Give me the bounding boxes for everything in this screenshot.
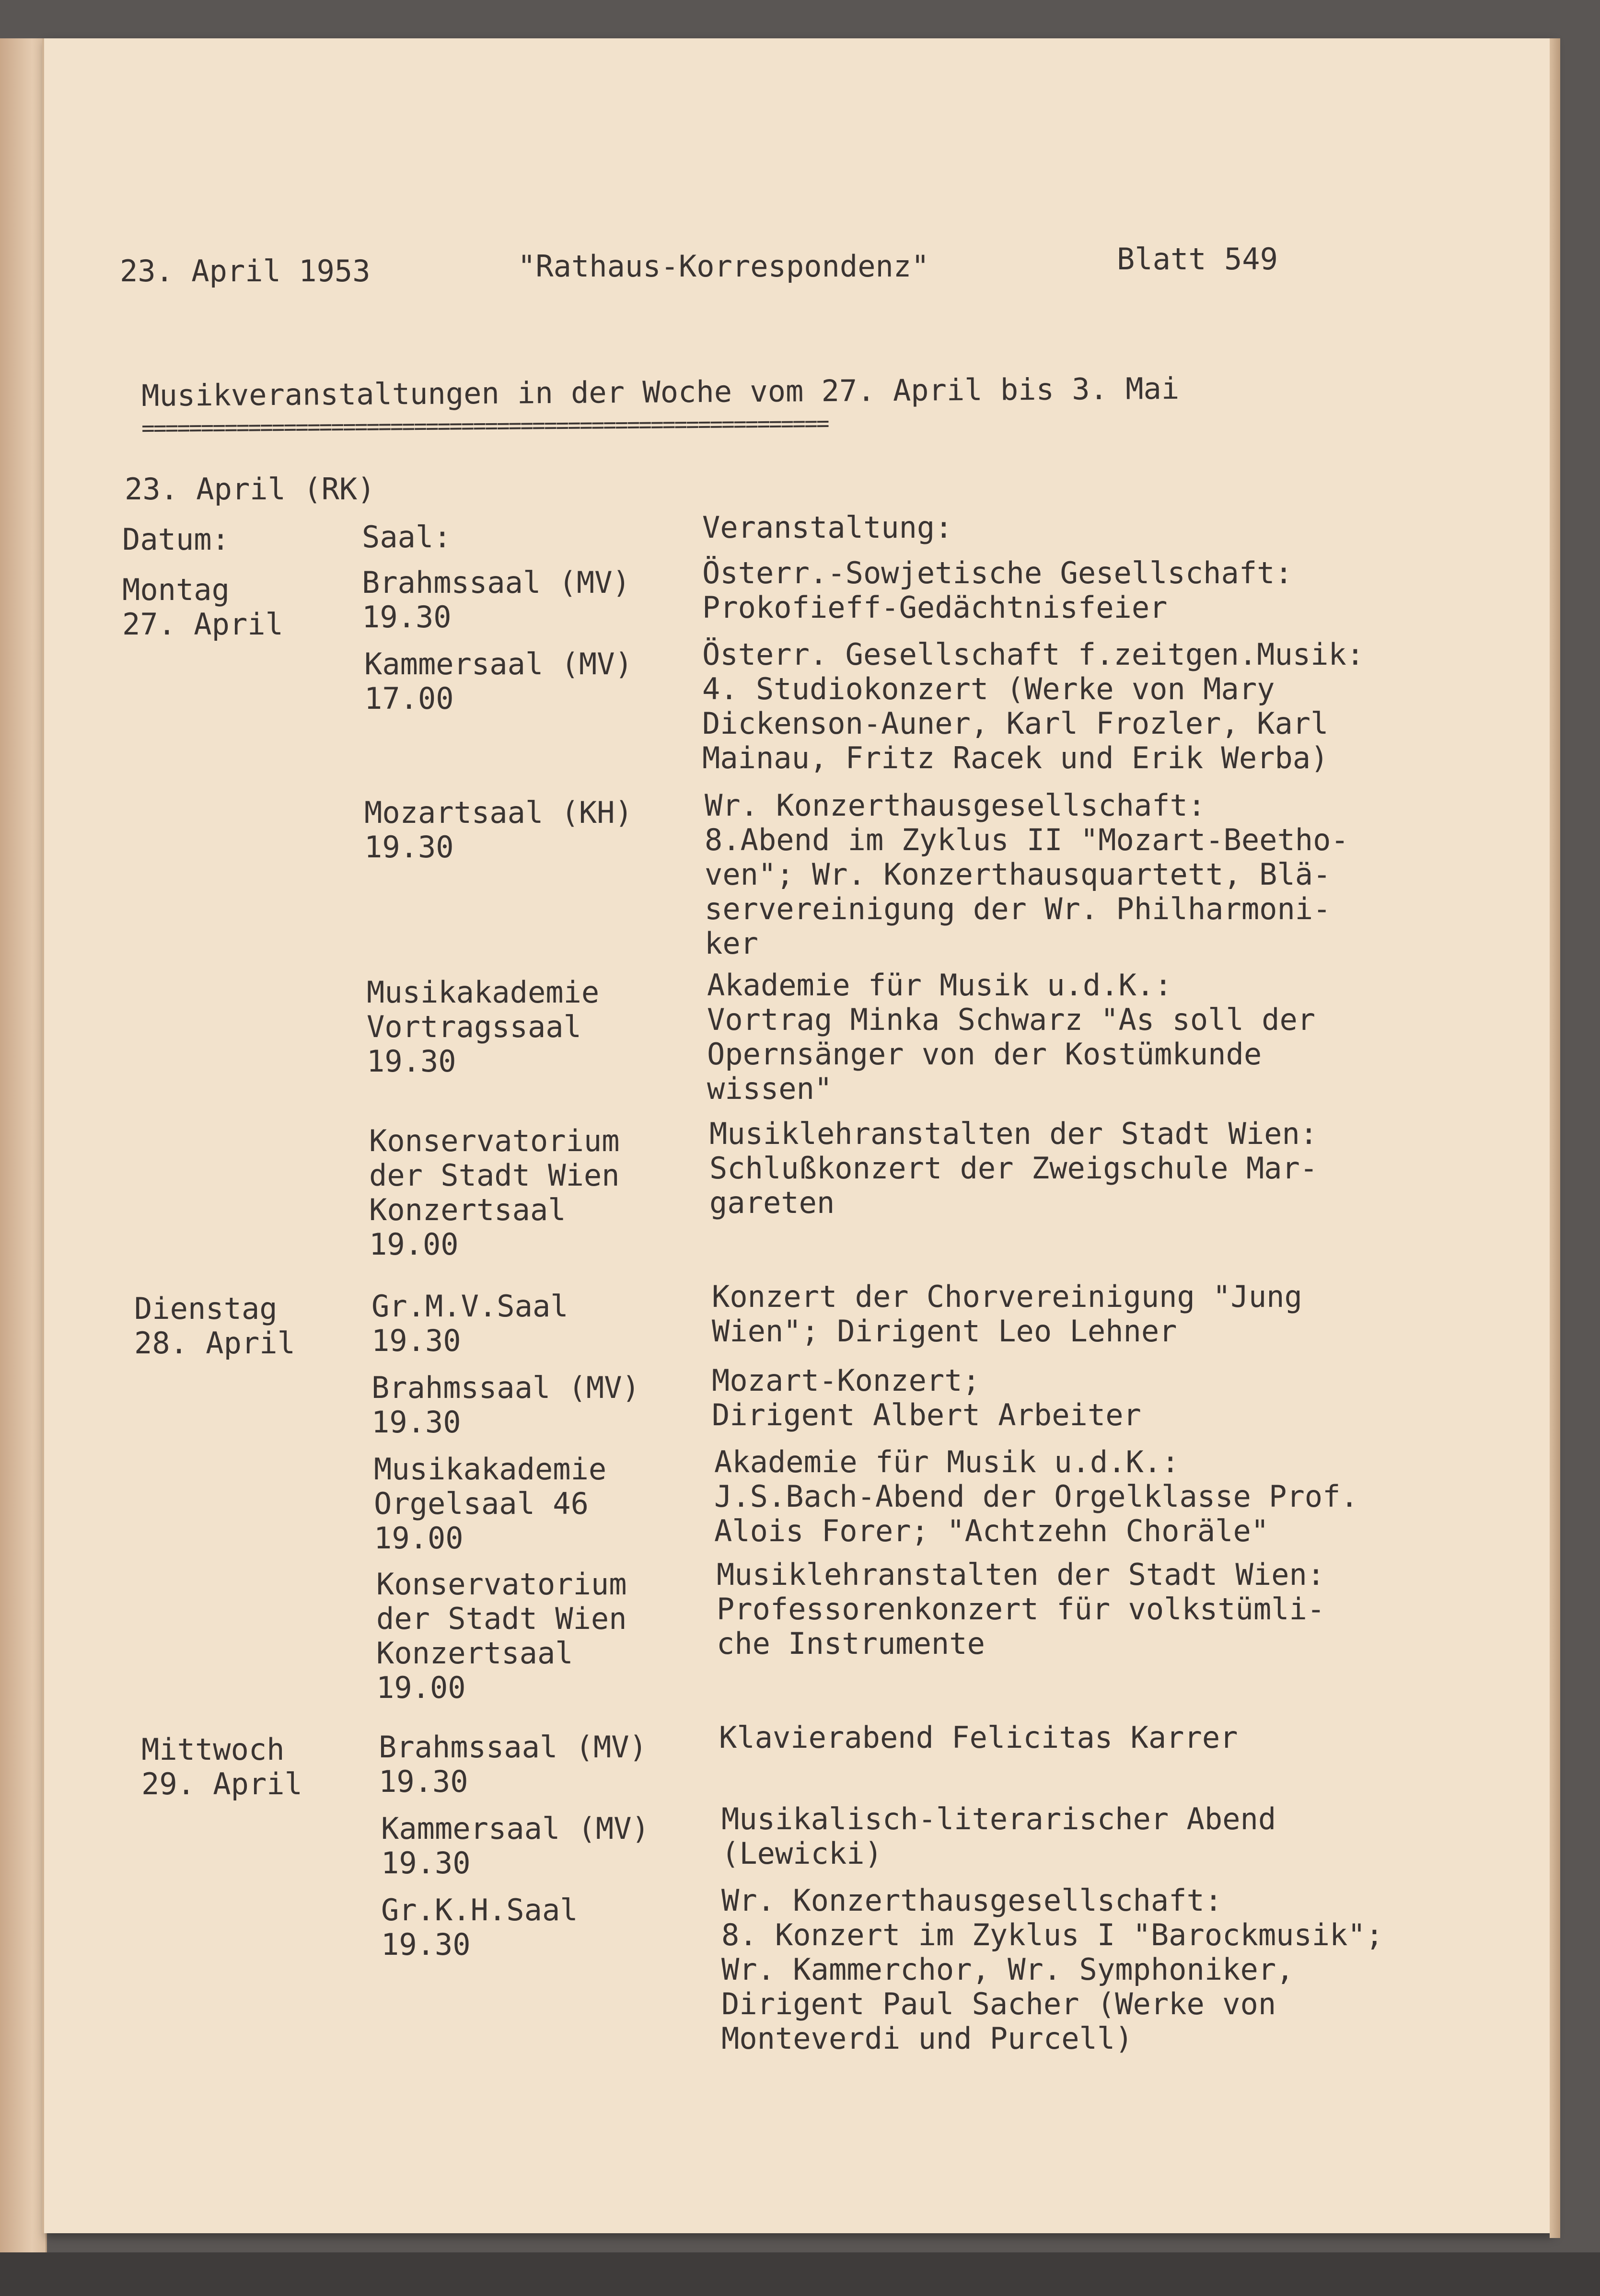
- entry-hall: Brahmssaal (MV) 19.30: [362, 565, 630, 635]
- title-underline: ==========================================================: [141, 410, 828, 441]
- column-heading-date: Datum:: [122, 522, 230, 557]
- entry-event: Musikalisch-literarischer Abend (Lewicki): [721, 1801, 1276, 1871]
- entry-hall: Gr.K.H.Saal 19.30: [381, 1892, 578, 1962]
- entry-hall: Musikakademie Orgelsaal 46 19.00: [374, 1452, 607, 1556]
- entry-hall: Brahmssaal (MV) 19.30: [379, 1730, 647, 1799]
- entry-event: Wr. Konzerthausgesellschaft: 8.Abend im Zyklus II "Mozart-Beetho- ven"; Wr. Konzerthausquartett, Blä- servereinigung der Wr. Philharmoni- ker: [705, 788, 1349, 961]
- entry-event: Österr.-Sowjetische Gesellschaft: Prokofieff-Gedächtnisfeier: [702, 555, 1293, 625]
- entry-event: Klavierabend Felicitas Karrer: [719, 1720, 1238, 1755]
- day-label: Dienstag 28. April: [134, 1291, 295, 1361]
- column-heading-hall: Saal:: [362, 519, 452, 554]
- entry-event: Mozart-Konzert; Dirigent Albert Arbeiter: [712, 1363, 1141, 1432]
- day-label: Mittwoch 29. April: [141, 1732, 302, 1801]
- entry-hall: Konservatorium der Stadt Wien Konzertsaal 19.00: [369, 1123, 620, 1262]
- header-date: 23. April 1953: [120, 254, 371, 288]
- entry-event: Akademie für Musik u.d.K.: J.S.Bach-Abend der Orgelklasse Prof. Alois Forer; "Achtzehn Choräle": [714, 1444, 1358, 1548]
- adjacent-page-edge: [0, 38, 47, 2267]
- entry-hall: Konservatorium der Stadt Wien Konzertsaal 19.00: [376, 1567, 627, 1705]
- entry-event: Wr. Konzerthausgesellschaft: 8. Konzert im Zyklus I "Barockmusik"; Wr. Kammerchor, Wr. Symphoniker, Dirigent Paul Sacher (Werke von Monteverdi und Purcell): [721, 1883, 1384, 2056]
- header-publication: "Rathaus-Korrespondenz": [518, 249, 929, 284]
- scan-background: [0, 2252, 1600, 2296]
- entry-hall: Gr.M.V.Saal 19.30: [371, 1289, 568, 1358]
- entry-hall: Kammersaal (MV) 17.00: [364, 646, 633, 716]
- page-title: Musikveranstaltungen in der Woche vom 27. April bis 3. Mai: [141, 370, 1180, 413]
- header-sheet-number: Blatt 549: [1117, 242, 1278, 277]
- entry-event: Akademie für Musik u.d.K.: Vortrag Minka Schwarz "As soll der Opernsänger von der Kostümkunde wissen": [707, 968, 1316, 1106]
- entry-hall: Musikakademie Vortragssaal 19.30: [367, 975, 600, 1079]
- entry-event: Musiklehranstalten der Stadt Wien: Schlußkonzert der Zweigschule Mar- gareten: [709, 1116, 1318, 1220]
- source-line: 23. April (RK): [125, 472, 375, 507]
- column-heading-event: Veranstaltung:: [702, 510, 953, 545]
- entry-hall: Mozartsaal (KH) 19.30: [364, 795, 633, 865]
- entry-event: Österr. Gesellschaft f.zeitgen.Musik: 4. Studiokonzert (Werke von Mary Dickenson-Auner, Karl Frozler, Karl Mainau, Fritz Racek und Erik Werba): [702, 637, 1365, 775]
- sheet-stack-edge: [1550, 38, 1560, 2238]
- entry-hall: Kammersaal (MV) 19.30: [381, 1811, 649, 1881]
- entry-hall: Brahmssaal (MV) 19.30: [371, 1370, 640, 1440]
- day-label: Montag 27. April: [122, 572, 283, 642]
- entry-event: Musiklehranstalten der Stadt Wien: Professorenkonzert für volkstümli- che Instrumente: [717, 1557, 1325, 1661]
- entry-event: Konzert der Chorvereinigung "Jung Wien"; Dirigent Leo Lehner: [712, 1279, 1302, 1349]
